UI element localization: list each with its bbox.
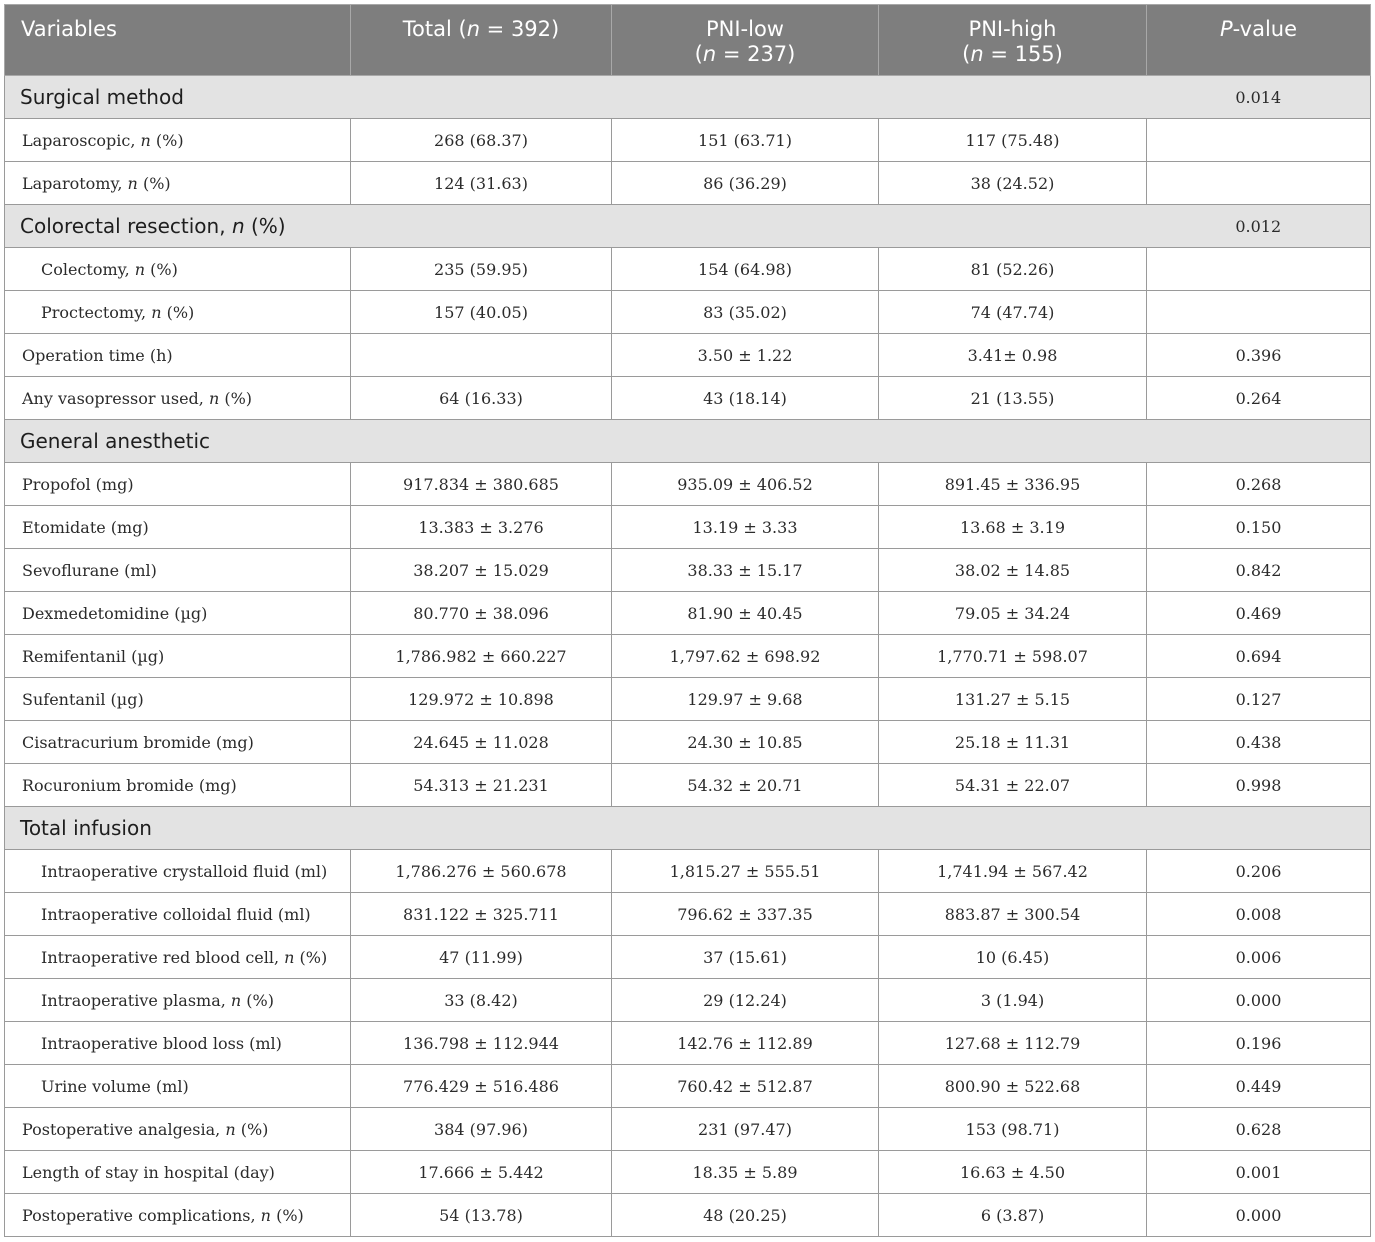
section-title: Surgical method — [5, 76, 1147, 119]
cell-pni-low: 154 (64.98) — [612, 248, 879, 291]
row-label: Postoperative analgesia, n (%) — [5, 1108, 351, 1151]
cell-total: 831.122 ± 325.711 — [351, 893, 612, 936]
section-row — [5, 807, 1371, 850]
table-row — [5, 893, 1371, 936]
cell-pni-high: 10 (6.45) — [879, 936, 1147, 979]
row-label: Intraoperative plasma, n (%) — [5, 979, 351, 1022]
cell-pni-high: 117 (75.48) — [879, 119, 1147, 162]
row-label: Any vasopressor used, n (%) — [5, 377, 351, 420]
row-label: Laparotomy, n (%) — [5, 162, 351, 205]
cell-pni-high: 1,741.94 ± 567.42 — [879, 850, 1147, 893]
cell-pni-low: 48 (20.25) — [612, 1194, 879, 1237]
cell-pni-low: 18.35 ± 5.89 — [612, 1151, 879, 1194]
table-row — [5, 764, 1371, 807]
table-row — [5, 936, 1371, 979]
cell-p-value: 0.396 — [1147, 334, 1371, 377]
cell-p-value: 0.449 — [1147, 1065, 1371, 1108]
cell-p-value: 0.628 — [1147, 1108, 1371, 1151]
cell-total: 38.207 ± 15.029 — [351, 549, 612, 592]
cell-pni-high: 25.18 ± 11.31 — [879, 721, 1147, 764]
cell-total: 33 (8.42) — [351, 979, 612, 1022]
table-row — [5, 1065, 1371, 1108]
section-row — [5, 420, 1371, 463]
header-total: Total (n = 392) — [351, 5, 612, 76]
cell-p-value: 0.268 — [1147, 463, 1371, 506]
cell-p-value — [1147, 162, 1371, 205]
cell-total: 13.383 ± 3.276 — [351, 506, 612, 549]
cell-total — [351, 334, 612, 377]
row-label: Etomidate (mg) — [5, 506, 351, 549]
cell-p-value: 0.008 — [1147, 893, 1371, 936]
table-row — [5, 291, 1371, 334]
cell-pni-low: 151 (63.71) — [612, 119, 879, 162]
cell-pni-high: 79.05 ± 34.24 — [879, 592, 1147, 635]
row-label: Sevoflurane (ml) — [5, 549, 351, 592]
cell-total: 124 (31.63) — [351, 162, 612, 205]
cell-total: 54.313 ± 21.231 — [351, 764, 612, 807]
row-label: Urine volume (ml) — [5, 1065, 351, 1108]
row-label: Intraoperative blood loss (ml) — [5, 1022, 351, 1065]
cell-pni-low: 29 (12.24) — [612, 979, 879, 1022]
row-label: Cisatracurium bromide (mg) — [5, 721, 351, 764]
table-row — [5, 592, 1371, 635]
cell-pni-low: 38.33 ± 15.17 — [612, 549, 879, 592]
header-variables: Variables — [5, 5, 351, 76]
cell-total: 17.666 ± 5.442 — [351, 1151, 612, 1194]
table-row — [5, 248, 1371, 291]
cell-pni-low: 760.42 ± 512.87 — [612, 1065, 879, 1108]
table-row — [5, 377, 1371, 420]
cell-pni-low: 81.90 ± 40.45 — [612, 592, 879, 635]
cell-p-value: 0.196 — [1147, 1022, 1371, 1065]
table-row — [5, 635, 1371, 678]
cell-total: 776.429 ± 516.486 — [351, 1065, 612, 1108]
cell-pni-high: 891.45 ± 336.95 — [879, 463, 1147, 506]
cell-pni-high: 13.68 ± 3.19 — [879, 506, 1147, 549]
row-label: Intraoperative colloidal fluid (ml) — [5, 893, 351, 936]
cell-p-value: 0.127 — [1147, 678, 1371, 721]
header-pni-low: PNI-low (n = 237) — [612, 5, 879, 76]
cell-total: 47 (11.99) — [351, 936, 612, 979]
cell-pni-high: 38 (24.52) — [879, 162, 1147, 205]
cell-total: 917.834 ± 380.685 — [351, 463, 612, 506]
cell-total: 235 (59.95) — [351, 248, 612, 291]
cell-pni-high: 800.90 ± 522.68 — [879, 1065, 1147, 1108]
cell-pni-high: 3 (1.94) — [879, 979, 1147, 1022]
cell-pni-low: 3.50 ± 1.22 — [612, 334, 879, 377]
section-title: Colorectal resection, n (%) — [5, 205, 1147, 248]
cell-total: 24.645 ± 11.028 — [351, 721, 612, 764]
row-label: Sufentanil (µg) — [5, 678, 351, 721]
cell-p-value: 0.001 — [1147, 1151, 1371, 1194]
cell-total: 136.798 ± 112.944 — [351, 1022, 612, 1065]
cell-p-value: 0.998 — [1147, 764, 1371, 807]
section-p-value: 0.014 — [1147, 76, 1371, 119]
row-label: Operation time (h) — [5, 334, 351, 377]
cell-total: 64 (16.33) — [351, 377, 612, 420]
section-row — [5, 76, 1371, 119]
cell-pni-low: 1,815.27 ± 555.51 — [612, 850, 879, 893]
cell-p-value: 0.694 — [1147, 635, 1371, 678]
header-pni-high: PNI-high (n = 155) — [879, 5, 1147, 76]
section-p-value: 0.012 — [1147, 205, 1371, 248]
cell-p-value: 0.000 — [1147, 1194, 1371, 1237]
cell-pni-high: 153 (98.71) — [879, 1108, 1147, 1151]
cell-pni-high: 883.87 ± 300.54 — [879, 893, 1147, 936]
section-title: General anesthetic — [5, 420, 1147, 463]
row-label: Proctectomy, n (%) — [5, 291, 351, 334]
cell-total: 80.770 ± 38.096 — [351, 592, 612, 635]
cell-pni-low: 37 (15.61) — [612, 936, 879, 979]
cell-pni-high: 16.63 ± 4.50 — [879, 1151, 1147, 1194]
table-row — [5, 1022, 1371, 1065]
cell-pni-low: 1,797.62 ± 698.92 — [612, 635, 879, 678]
cell-total: 129.972 ± 10.898 — [351, 678, 612, 721]
cell-pni-low: 24.30 ± 10.85 — [612, 721, 879, 764]
table-row — [5, 162, 1371, 205]
row-label: Length of stay in hospital (day) — [5, 1151, 351, 1194]
cell-p-value: 0.206 — [1147, 850, 1371, 893]
cell-pni-low: 43 (18.14) — [612, 377, 879, 420]
cell-pni-low: 54.32 ± 20.71 — [612, 764, 879, 807]
cell-p-value: 0.000 — [1147, 979, 1371, 1022]
cell-total: 54 (13.78) — [351, 1194, 612, 1237]
cell-p-value: 0.842 — [1147, 549, 1371, 592]
table-row — [5, 979, 1371, 1022]
cell-p-value: 0.006 — [1147, 936, 1371, 979]
section-title: Total infusion — [5, 807, 1147, 850]
cell-pni-high: 131.27 ± 5.15 — [879, 678, 1147, 721]
cell-p-value — [1147, 291, 1371, 334]
table-body — [5, 76, 1371, 1237]
row-label: Intraoperative crystalloid fluid (ml) — [5, 850, 351, 893]
row-label: Laparoscopic, n (%) — [5, 119, 351, 162]
table-header — [5, 5, 1371, 76]
cell-p-value: 0.469 — [1147, 592, 1371, 635]
cell-total: 268 (68.37) — [351, 119, 612, 162]
table-row — [5, 1108, 1371, 1151]
table-row — [5, 678, 1371, 721]
cell-pni-low: 83 (35.02) — [612, 291, 879, 334]
data-table — [4, 4, 1371, 1237]
cell-pni-low: 935.09 ± 406.52 — [612, 463, 879, 506]
table-row — [5, 119, 1371, 162]
table-row — [5, 549, 1371, 592]
row-label: Intraoperative red blood cell, n (%) — [5, 936, 351, 979]
cell-pni-low: 86 (36.29) — [612, 162, 879, 205]
row-label: Rocuronium bromide (mg) — [5, 764, 351, 807]
cell-pni-high: 127.68 ± 112.79 — [879, 1022, 1147, 1065]
cell-pni-low: 796.62 ± 337.35 — [612, 893, 879, 936]
cell-pni-high: 74 (47.74) — [879, 291, 1147, 334]
cell-pni-low: 231 (97.47) — [612, 1108, 879, 1151]
table-row — [5, 850, 1371, 893]
cell-pni-high: 21 (13.55) — [879, 377, 1147, 420]
row-label: Dexmedetomidine (µg) — [5, 592, 351, 635]
header-row — [5, 5, 1371, 76]
cell-total: 1,786.276 ± 560.678 — [351, 850, 612, 893]
cell-pni-high: 38.02 ± 14.85 — [879, 549, 1147, 592]
header-p-value: P-value — [1147, 5, 1371, 76]
row-label: Colectomy, n (%) — [5, 248, 351, 291]
section-row — [5, 205, 1371, 248]
cell-pni-high: 6 (3.87) — [879, 1194, 1147, 1237]
cell-total: 157 (40.05) — [351, 291, 612, 334]
cell-p-value: 0.438 — [1147, 721, 1371, 764]
row-label: Postoperative complications, n (%) — [5, 1194, 351, 1237]
cell-pni-high: 81 (52.26) — [879, 248, 1147, 291]
table-row — [5, 1194, 1371, 1237]
table-row — [5, 721, 1371, 764]
section-p-value — [1147, 807, 1371, 850]
row-label: Propofol (mg) — [5, 463, 351, 506]
section-p-value — [1147, 420, 1371, 463]
cell-p-value: 0.264 — [1147, 377, 1371, 420]
cell-pni-low: 13.19 ± 3.33 — [612, 506, 879, 549]
cell-p-value: 0.150 — [1147, 506, 1371, 549]
cell-p-value — [1147, 248, 1371, 291]
cell-pni-low: 129.97 ± 9.68 — [612, 678, 879, 721]
table-row — [5, 334, 1371, 377]
cell-total: 1,786.982 ± 660.227 — [351, 635, 612, 678]
cell-pni-low: 142.76 ± 112.89 — [612, 1022, 879, 1065]
table-row — [5, 506, 1371, 549]
cell-p-value — [1147, 119, 1371, 162]
cell-pni-high: 3.41± 0.98 — [879, 334, 1147, 377]
cell-total: 384 (97.96) — [351, 1108, 612, 1151]
row-label: Remifentanil (µg) — [5, 635, 351, 678]
table-row — [5, 463, 1371, 506]
cell-pni-high: 1,770.71 ± 598.07 — [879, 635, 1147, 678]
table-row — [5, 1151, 1371, 1194]
cell-pni-high: 54.31 ± 22.07 — [879, 764, 1147, 807]
